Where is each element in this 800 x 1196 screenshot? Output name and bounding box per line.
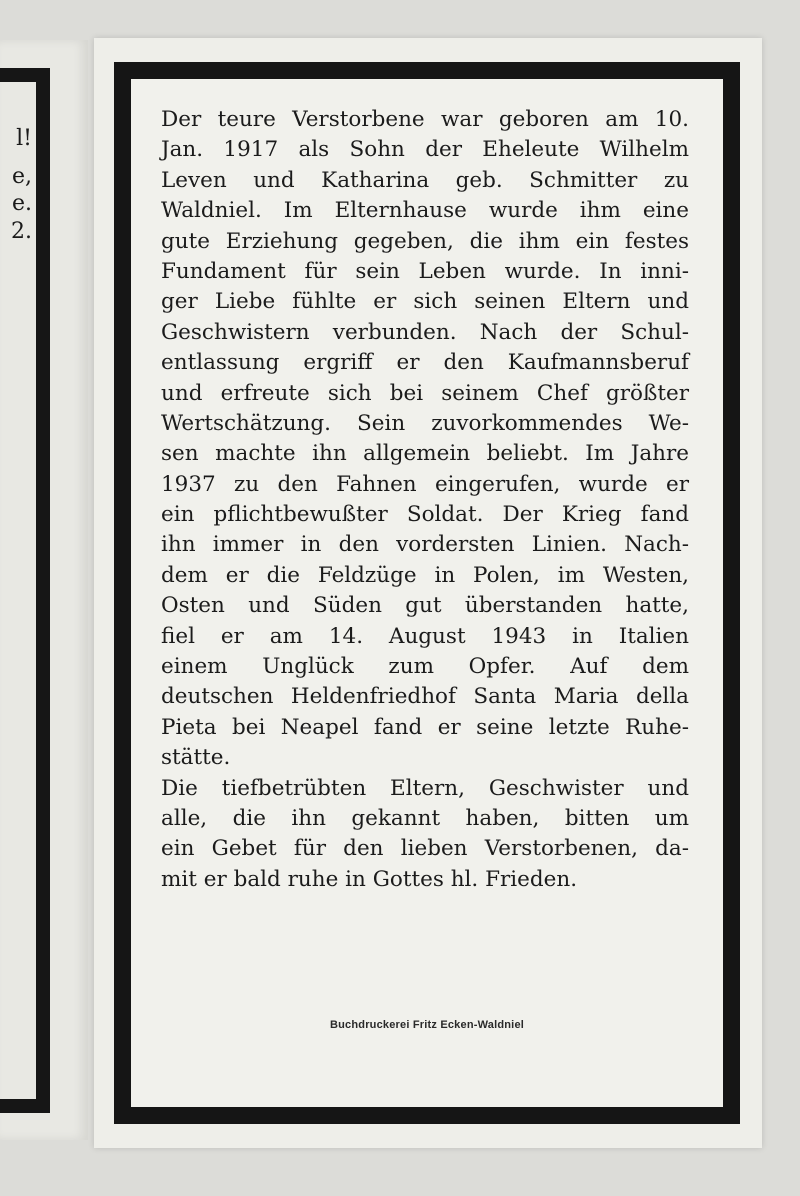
obituary-line: Pieta bei Neapel fand er seine letzte Ruhe- xyxy=(161,714,689,740)
obituary-line: Geschwistern verbunden. Nach der Schul- xyxy=(161,319,689,345)
left-text-fragment: e. xyxy=(11,191,32,216)
obituary-line: Jan. 1917 als Sohn der Eheleute Wilhelm xyxy=(161,137,689,163)
obituary-line: entlassung ergriff er den Kaufmannsberuf xyxy=(161,350,689,376)
obituary-line: Leven und Katharina geb. Schmitter zu xyxy=(161,167,689,193)
obituary-line: ger Liebe fühlte er sich seinen Eltern und xyxy=(161,289,689,315)
obituary-text xyxy=(161,105,689,895)
obituary-line: mit er bald ruhe in Gottes hl. Frieden. xyxy=(161,866,578,892)
obituary-line: 1937 zu den Fahnen eingerufen, wurde er xyxy=(161,471,689,497)
obituary-line: Wertschätzung. Sein zuvorkommendes We- xyxy=(161,410,689,436)
obituary-line: Der teure Verstorbene war geboren am 10. xyxy=(161,107,689,132)
obituary-line: gute Erziehung gegeben, die ihm ein festes xyxy=(161,228,689,254)
obituary-line: Waldniel. Im Elternhause wurde ihm eine xyxy=(161,198,689,224)
left-text-fragment: 2. xyxy=(11,219,32,244)
obituary-line: dem er die Feldzüge in Polen, im Westen, xyxy=(161,562,689,588)
left-card-fragment xyxy=(0,40,88,1140)
obituary-line: ihn immer in den vordersten Linien. Nach- xyxy=(161,532,689,558)
obituary-line: Die tiefbetrübten Eltern, Geschwister und xyxy=(161,775,689,801)
mourning-border-frame xyxy=(114,62,740,1124)
left-text-fragment: l! xyxy=(16,126,32,151)
printer-imprint: Buchdruckerei Fritz Ecken-Waldniel xyxy=(329,1019,525,1031)
obituary-line: sen machte ihn allgemein beliebt. Im Jahre xyxy=(161,441,689,467)
obituary-line: ein pflichtbewußter Soldat. Der Krieg fand xyxy=(161,502,689,528)
obituary-line: ein Gebet für den lieben Verstorbenen, da- xyxy=(161,836,689,862)
obituary-line: und erfreute sich bei seinem Chef größter xyxy=(161,380,689,406)
left-text-fragment: e, xyxy=(11,164,32,189)
obituary-line: Osten und Süden gut überstanden hatte, xyxy=(161,593,689,619)
obituary-line: fiel er am 14. August 1943 in Italien xyxy=(161,623,689,649)
memorial-card xyxy=(94,38,762,1148)
obituary-line: alle, die ihn gekannt haben, bitten um xyxy=(161,805,689,831)
obituary-line: deutschen Heldenfriedhof Santa Maria della xyxy=(161,684,689,710)
obituary-line: stätte. xyxy=(161,745,231,771)
obituary-line: Fundament für sein Leben wurde. In inni- xyxy=(161,258,689,284)
obituary-line: einem Unglück zum Opfer. Auf dem xyxy=(161,654,689,680)
